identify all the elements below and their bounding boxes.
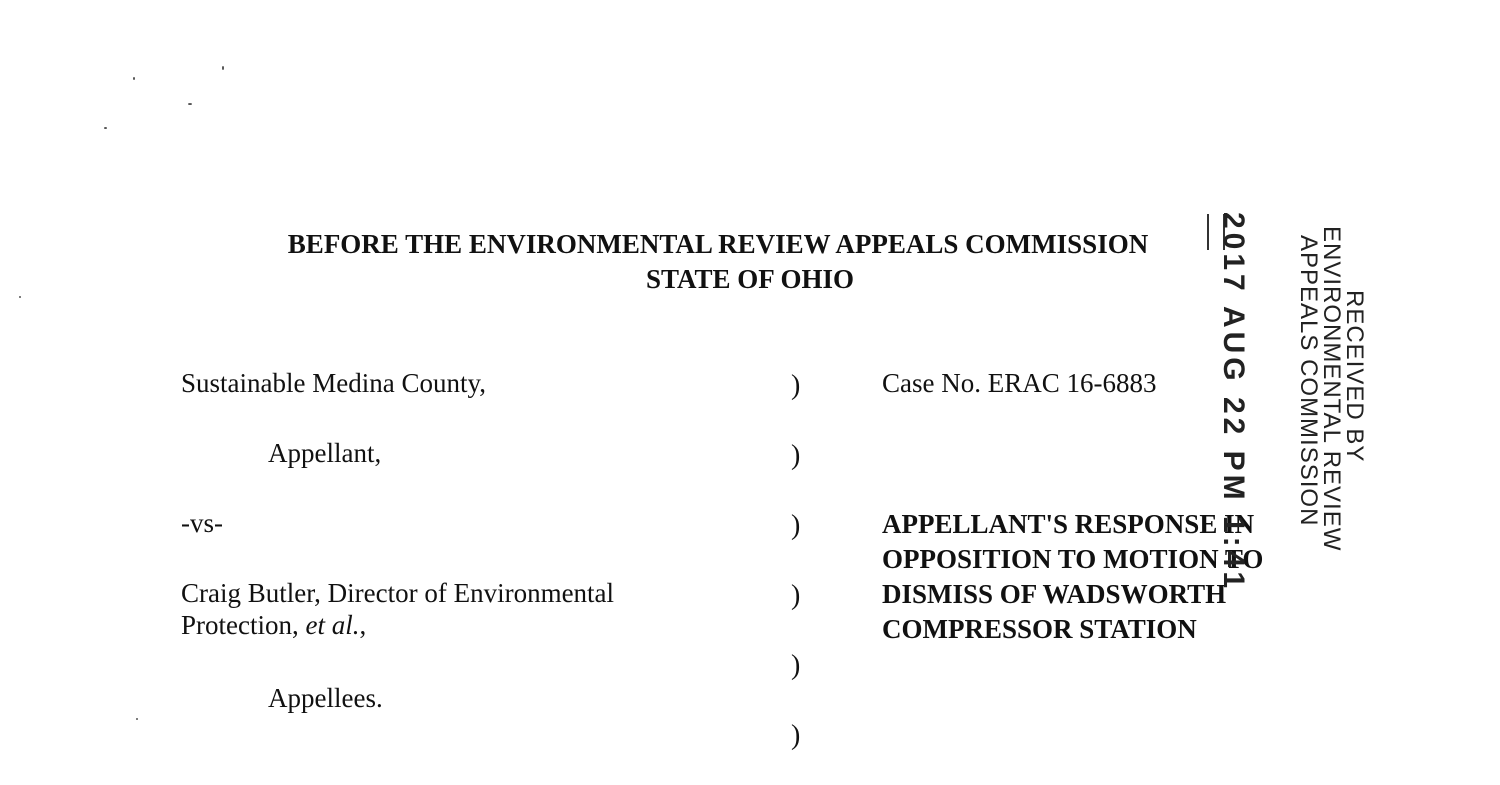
appellee-agency: Protection,: [181, 610, 306, 640]
caption-parenthesis: ): [791, 580, 801, 611]
versus: -vs-: [181, 508, 223, 538]
appellee-name-line1: Craig Butler, Director of Environmental: [181, 578, 615, 608]
caption-parenthesis: ): [791, 370, 801, 401]
received-stamp-date: 2017 AUG 22 PM 1:41: [1217, 212, 1250, 593]
appellee-comma: ,: [359, 610, 367, 640]
scan-speck: [133, 77, 135, 80]
received-stamp-line1: RECEIVED BY: [1341, 290, 1368, 463]
document-title-line: OPPOSITION TO MOTION TO: [882, 544, 1264, 574]
scan-speck: [19, 296, 21, 298]
received-stamp-line3: APPEALS COMMISSION: [1295, 235, 1322, 527]
appellant-role: Appellant,: [268, 438, 382, 468]
document-title-line: DISMISS OF WADSWORTH: [882, 579, 1227, 609]
caption-parenthesis: ): [791, 650, 801, 681]
caption-parenthesis: ): [791, 510, 801, 541]
received-stamp-line2: ENVIRONMENTAL REVIEW: [1318, 226, 1345, 552]
document-title-line: APPELLANT'S RESPONSE IN: [882, 509, 1255, 539]
appellee-role: Appellees.: [268, 683, 383, 713]
scan-speck: [136, 718, 138, 720]
appellee-name: [181, 577, 614, 641]
scan-speck: [222, 66, 224, 70]
caption-parenthesis: ): [791, 720, 801, 751]
caption-parenthesis: ): [791, 440, 801, 471]
court-heading: BEFORE THE ENVIRONMENTAL REVIEW APPEALS COMMISSION: [287, 229, 1149, 259]
document-title: [882, 507, 1322, 647]
scan-speck: [188, 103, 192, 105]
document-title-line: COMPRESSOR STATION: [882, 614, 1197, 644]
scan-speck: [104, 127, 107, 129]
appellee-name-line2: [181, 609, 614, 641]
court-jurisdiction: STATE OF OHIO: [645, 264, 855, 294]
appellee-etal: et al.: [305, 610, 360, 640]
appellant-name: Sustainable Medina County,: [181, 368, 486, 398]
case-number: Case No. ERAC 16-6883: [882, 368, 1157, 398]
